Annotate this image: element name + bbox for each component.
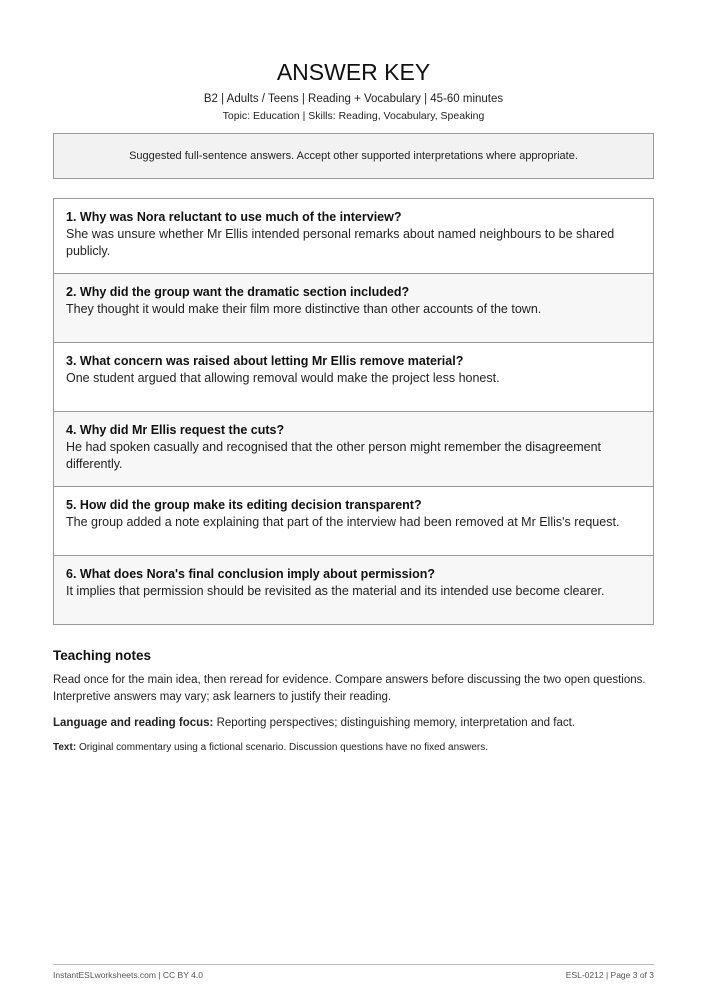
- answer-item: [54, 412, 653, 487]
- answer-item: [54, 199, 653, 274]
- answer-text: He had spoken casually and recognised that the other person might remember the disagreement differently.: [66, 440, 602, 471]
- answer-question: 2. Why did the group want the dramatic section included?: [66, 285, 410, 299]
- answer-question: 1. Why was Nora reluctant to use much of the interview?: [66, 210, 402, 224]
- answer-text: The group added a note explaining that part of the interview had been removed at Mr Ellis's request.: [66, 515, 620, 529]
- answer-item: [54, 556, 653, 625]
- teaching-notes-heading: Teaching notes: [53, 648, 152, 663]
- answer-text: She was unsure whether Mr Ellis intended personal remarks about named neighbours to be shared publicly.: [66, 227, 615, 258]
- language-focus: [53, 715, 654, 732]
- instructions-box: [53, 133, 654, 179]
- topic-line: Topic: Education | Skills: Reading, Vocabulary, Speaking: [222, 110, 485, 122]
- answer-question: 4. Why did Mr Ellis request the cuts?: [66, 423, 285, 437]
- page-footer: [53, 964, 654, 980]
- worksheet-page: [53, 0, 654, 755]
- text-source-note: [53, 741, 654, 755]
- answer-question: 5. How did the group make its editing decision transparent?: [66, 498, 422, 512]
- answer-item: [54, 343, 653, 412]
- language-focus-label: Language and reading focus:: [53, 717, 214, 729]
- answer-question: 3. What concern was raised about letting Mr Ellis remove material?: [66, 354, 464, 368]
- answer-item: [54, 487, 653, 556]
- answer-text: It implies that permission should be revisited as the material and its intended use become clearer.: [66, 584, 605, 598]
- answers-table: [53, 198, 654, 625]
- answer-question: 6. What does Nora's final conclusion imply about permission?: [66, 567, 436, 581]
- text-source-text: Original commentary using a fictional scenario. Discussion questions have no fixed answers.: [78, 742, 489, 753]
- answer-text: They thought it would make their film more distinctive than other accounts of the town.: [66, 302, 542, 316]
- instructions-text: Suggested full-sentence answers. Accept other supported interpretations where appropriate.: [129, 150, 578, 162]
- footer-page-number: ESL-0212 | Page 3 of 3: [565, 970, 654, 980]
- teaching-notes-paragraph: Read once for the main idea, then reread for evidence. Compare answers before discussing the two open questions. Interpretive answers may vary; ask learners to justify their reading.: [53, 674, 646, 703]
- answer-text: One student argued that allowing removal would make the project less honest.: [66, 371, 500, 385]
- footer-source: InstantESLworksheets.com | CC BY 4.0: [53, 970, 203, 980]
- text-source-label: Text:: [53, 742, 77, 753]
- level-meta: B2 | Adults / Teens | Reading + Vocabulary | 45-60 minutes: [203, 93, 504, 105]
- page-title: ANSWER KEY: [276, 59, 431, 85]
- language-focus-text: Reporting perspectives; distinguishing memory, interpretation and fact.: [216, 717, 575, 729]
- answer-item: [54, 274, 653, 343]
